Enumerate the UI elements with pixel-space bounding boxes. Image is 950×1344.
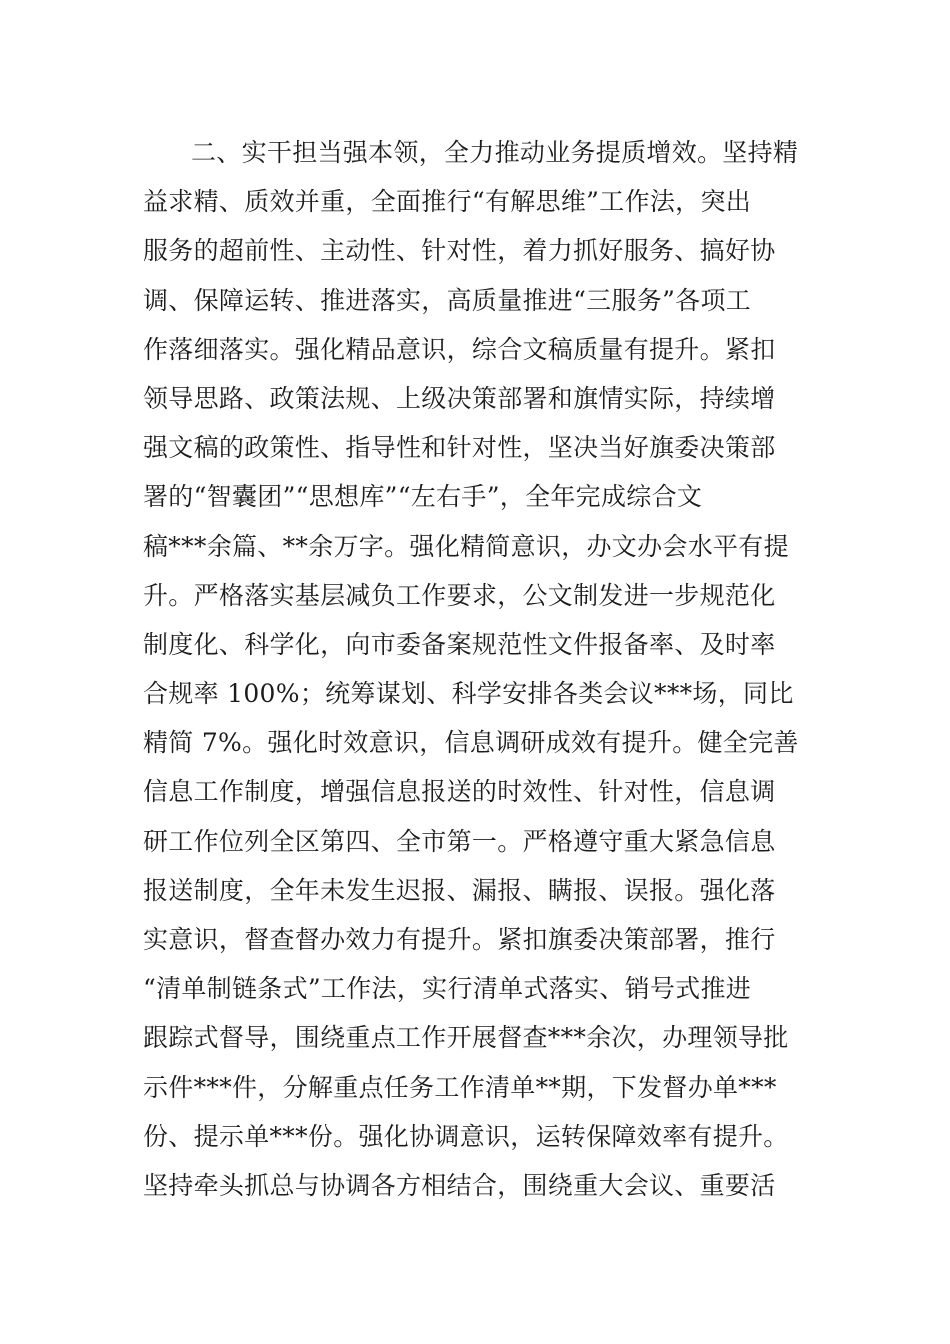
paragraph-line: 服务的超前性、主动性、针对性，着力抓好服务、搞好协 — [143, 236, 776, 266]
paragraph-line: 作落细落实。强化精品意识，综合文稿质量有提升。紧扣 — [143, 334, 776, 364]
paragraph-line: 精简 7%。强化时效意识，信息调研成效有提升。健全完善 — [143, 728, 799, 758]
paragraph-line: 研工作位列全区第四、全市第一。严格遵守重大紧急信息 — [143, 826, 776, 856]
paragraph-line: 制度化、科学化，向市委备案规范性文件报备率、及时率 — [143, 629, 776, 659]
body-paragraph — [143, 128, 823, 1210]
paragraph-line: 升。严格落实基层减负工作要求，公文制发进一步规范化 — [143, 580, 776, 610]
paragraph-line: 稿***余篇、**余万字。强化精简意识，办文办会水平有提 — [143, 531, 789, 561]
paragraph-line: 强文稿的政策性、指导性和针对性，坚决当好旗委决策部 — [143, 433, 776, 463]
paragraph-line: 领导思路、政策法规、上级决策部署和旗情实际，持续增 — [143, 383, 776, 413]
paragraph-line: 合规率 100%；统筹谋划、科学安排各类会议***场，同比 — [143, 679, 794, 709]
paragraph-line: 报送制度，全年未发生迟报、漏报、瞒报、误报。强化落 — [143, 875, 776, 905]
paragraph-line: 跟踪式督导，围绕重点工作开展督查***余次，办理领导批 — [143, 1023, 789, 1053]
paragraph-line: 益求精、质效并重，全面推行“有解思维”工作法，突出 — [143, 187, 752, 217]
paragraph-line: 示件***件，分解重点任务工作清单**期，下发督办单*** — [143, 1072, 777, 1102]
paragraph-line: 份、提示单***份。强化协调意识，运转保障效率有提升。 — [143, 1121, 789, 1151]
paragraph-line: “清单制链条式”工作法，实行清单式落实、销号式推进 — [143, 974, 752, 1004]
paragraph-line: 署的“智囊团”“思想库”“左右手”，全年完成综合文 — [143, 482, 703, 512]
paragraph-line: 调、保障运转、推进落实，高质量推进“三服务”各项工 — [143, 285, 752, 315]
paragraph-line: 信息工作制度，增强信息报送的时效性、针对性，信息调 — [143, 777, 776, 807]
paragraph-line: 实意识，督查督办效力有提升。紧扣旗委决策部署，推行 — [143, 925, 776, 954]
paragraph-line: 二、实干担当强本领，全力推动业务提质增效。坚持精 — [191, 138, 799, 167]
paragraph-line: 坚持牵头抓总与协调各方相结合，围绕重大会议、重要活 — [143, 1170, 776, 1200]
